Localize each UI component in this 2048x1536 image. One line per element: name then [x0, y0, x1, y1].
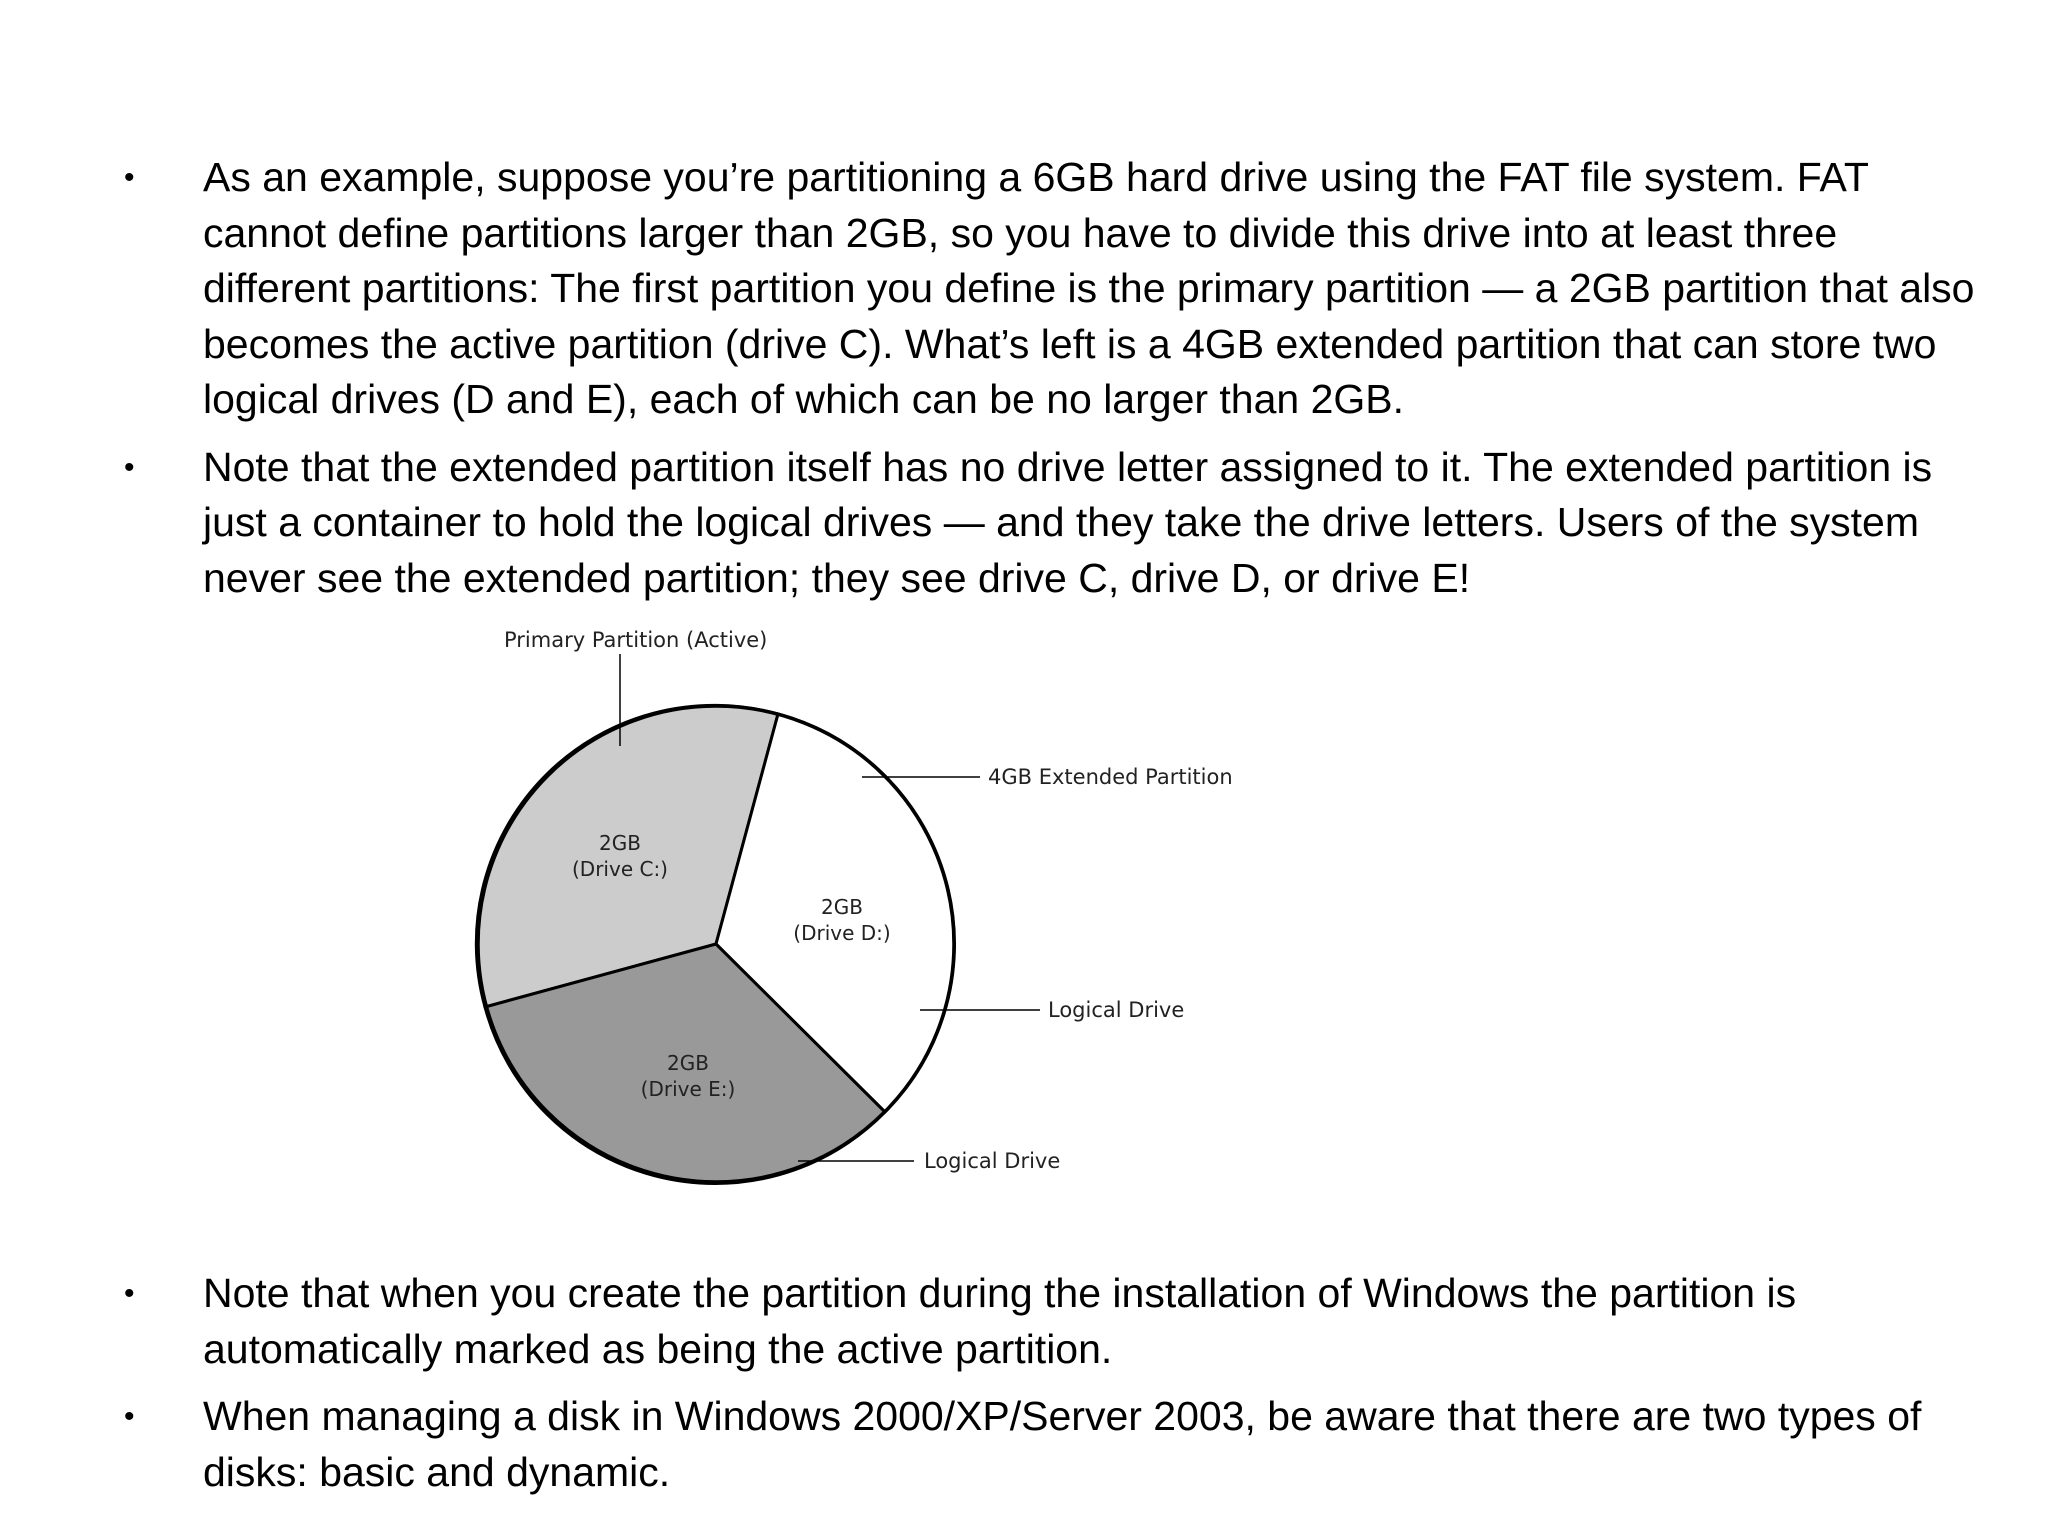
bullet-list-top: [0, 150, 2048, 618]
bullet-text: Note that the extended partition itself has no drive letter assigned to it. The extended partition is just a container to hold the logical drives — and they take the drive letters. Users of the system never see the extended partition; they see drive C, drive D, or drive E!: [203, 443, 1933, 601]
callout-extended-partition: 4GB Extended Partition: [988, 765, 1233, 789]
bullet-item: [0, 440, 2048, 607]
bullet-dot: •: [124, 161, 135, 194]
slice-label-drive: (Drive D:): [793, 921, 891, 945]
callout-logical-drive: Logical Drive: [924, 1149, 1061, 1173]
partition-pie-chart: [458, 614, 1238, 1210]
bullet-item: [0, 1266, 2048, 1377]
bullet-item: [0, 150, 2048, 428]
bullet-dot: •: [124, 1400, 135, 1433]
bullet-item: [0, 1389, 2048, 1500]
slice-label-size: 2GB: [599, 831, 641, 855]
bullet-text: Note that when you create the partition during the installation of Windows the partition is automatically marked as being the active partition.: [203, 1270, 1797, 1372]
bullet-text: As an example, suppose you’re partitioning a 6GB hard drive using the FAT file system. FAT cannot define partitions larger than 2GB, so you have to divide this drive into at least three different partitions: The first partition you define is the primary partition — a 2GB partition that also becomes the active partition (drive C). What’s left is a 4GB extended partition that can store two logical drives (D and E), each of which can be no larger than 2GB.: [203, 154, 1975, 422]
slice-label-size: 2GB: [667, 1051, 709, 1075]
bullet-dot: •: [124, 1277, 135, 1310]
bullet-list-bottom: [0, 1266, 2048, 1512]
callout-primary-partition: Primary Partition (Active): [504, 628, 768, 652]
callout-logical-drive: Logical Drive: [1048, 998, 1185, 1022]
bullet-text: When managing a disk in Windows 2000/XP/Server 2003, be aware that there are two types of disks: basic and dynamic.: [203, 1393, 1922, 1495]
slice-label-drive: (Drive C:): [572, 857, 668, 881]
partition-diagram: [458, 614, 1238, 1210]
bullet-dot: •: [124, 450, 135, 484]
slice-label-size: 2GB: [821, 895, 863, 919]
slice-label-drive: (Drive E:): [640, 1077, 736, 1101]
